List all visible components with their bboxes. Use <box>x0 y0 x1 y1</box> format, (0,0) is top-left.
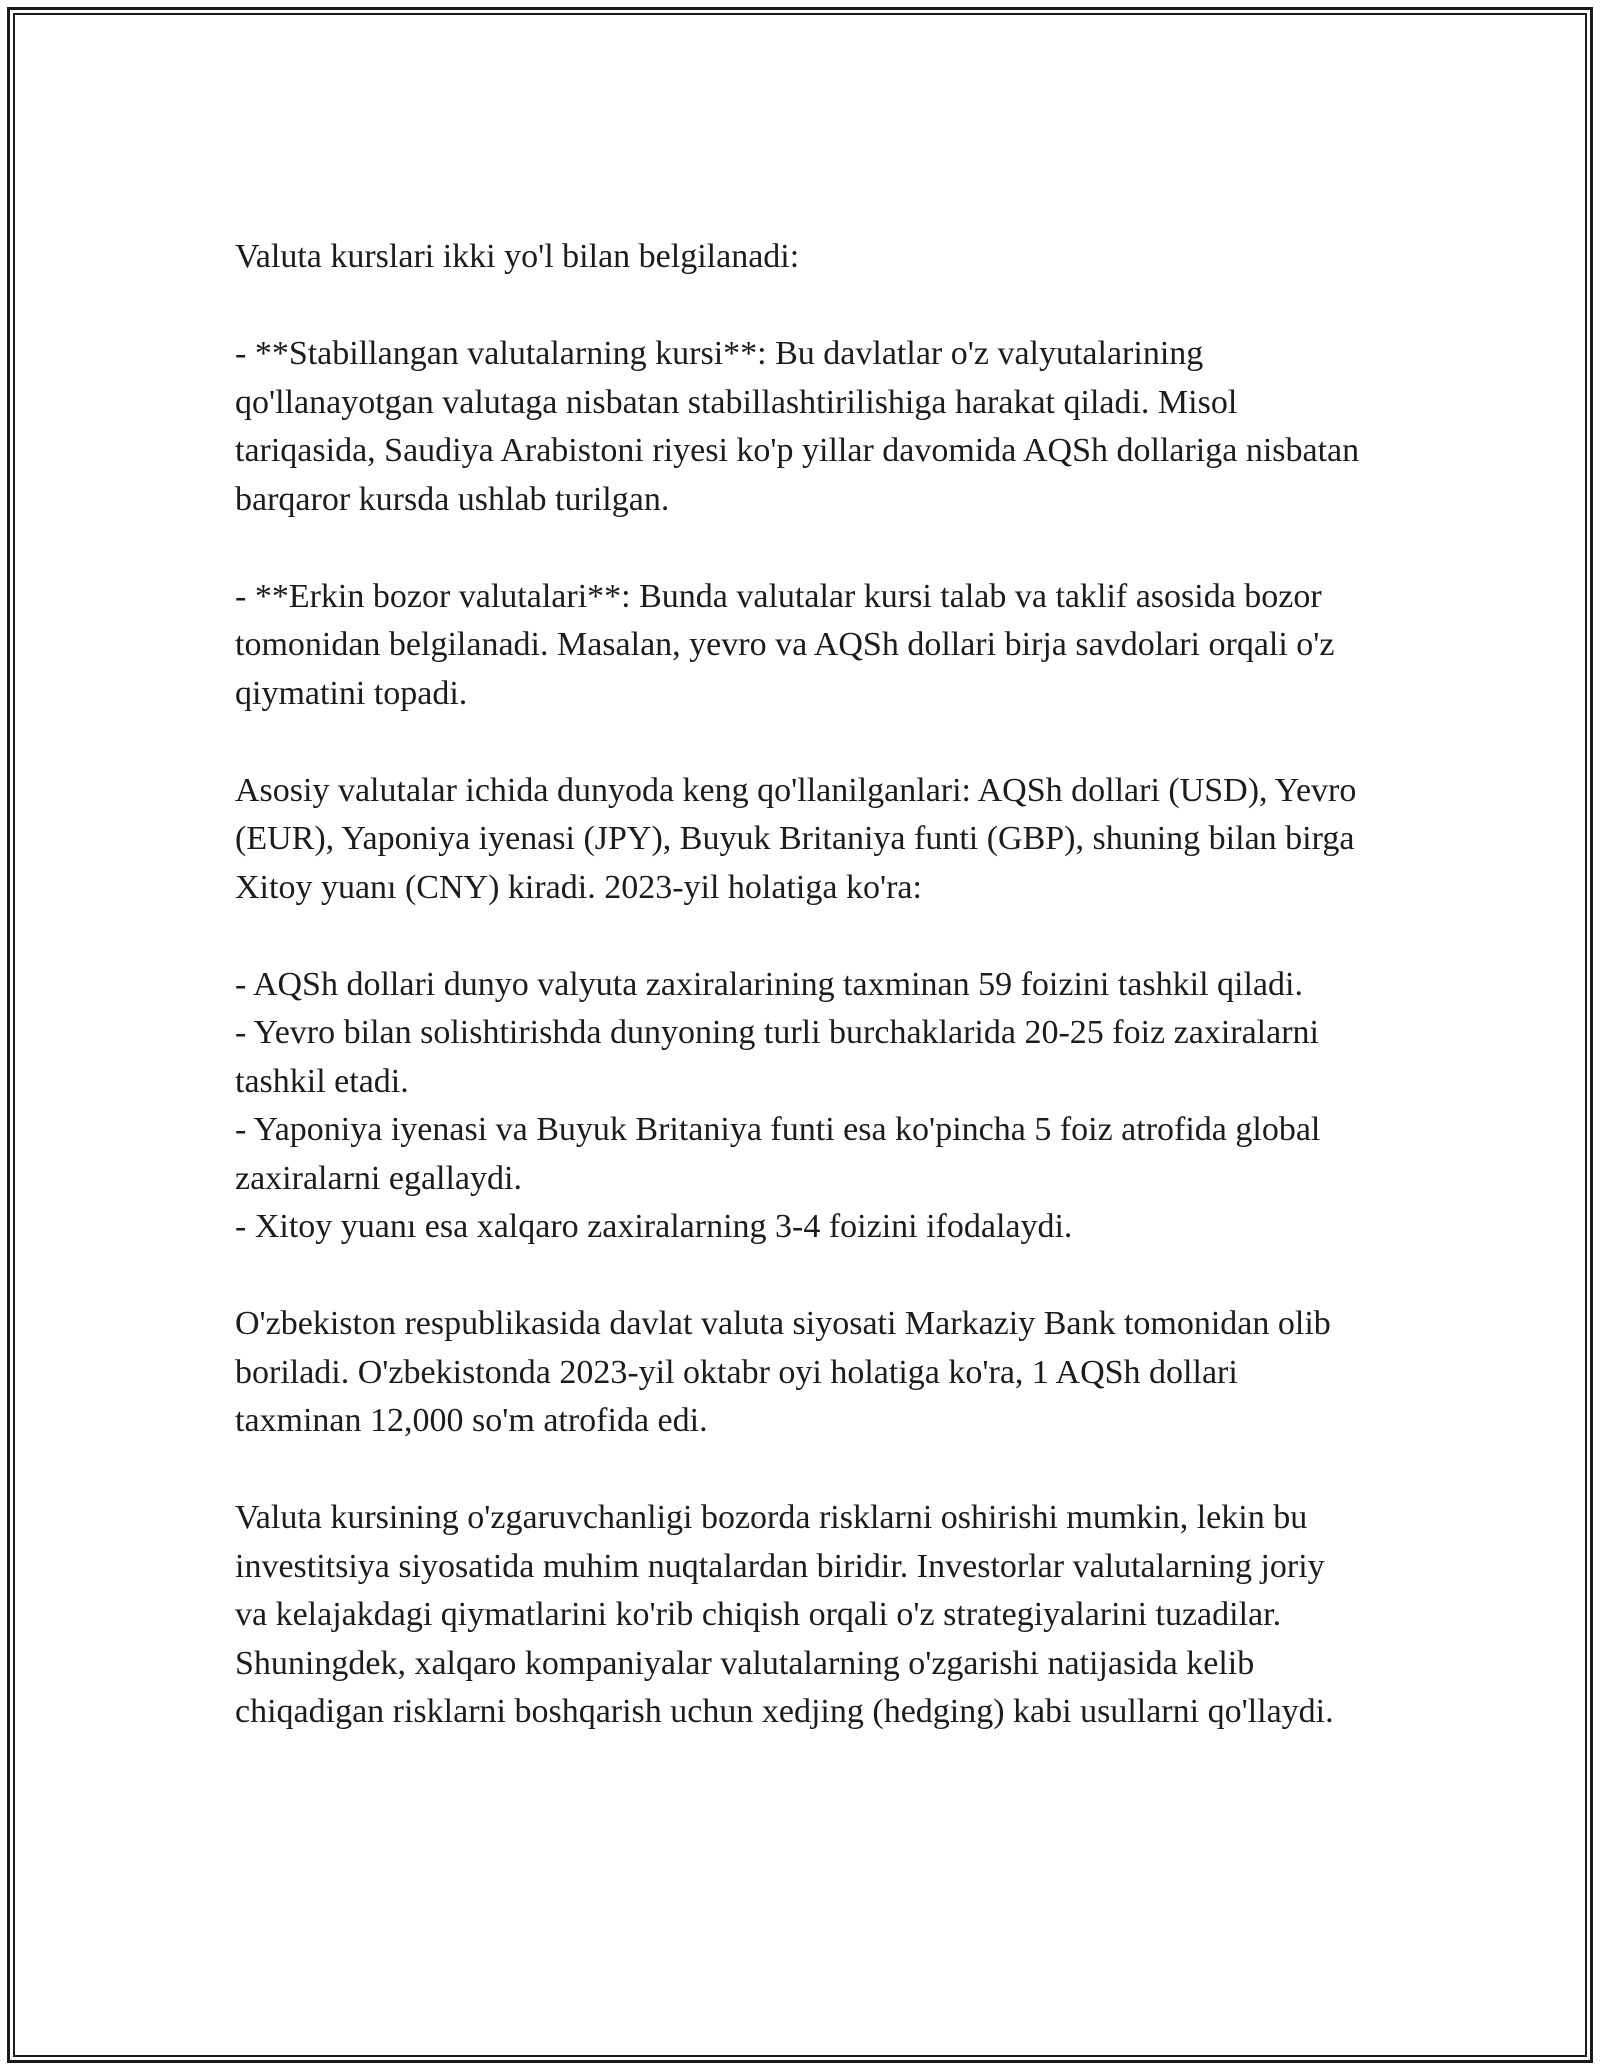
reserve-list-item: - Xitoy yuanı esa xalqaro zaxiralarning 3-4 foizini ifodalaydi. <box>235 1208 1073 1245</box>
reserve-list-item: - Yevro bilan solishtirishda dunyoning turli burchaklarida 20-25 foiz zaxiralarni tashkil etadi. <box>235 1014 1319 1100</box>
major-currencies-paragraph: Asosiy valutalar ichida dunyoda keng qo'llanilganlari: AQSh dollari (USD), Yevro (EUR), Yaponiya iyenasi (JPY), Buyuk Britaniya funti (GBP), shuning bilan birga Xitoy yuanı (CNY) kiradi. 2023-yil holatiga ko'ra: <box>235 771 1357 906</box>
document-body <box>235 233 1365 1737</box>
reserve-list-item: - Yaponiya iyenasi va Buyuk Britaniya funti esa ko'pincha 5 foiz atrofida global zaxiralarni egallaydi. <box>235 1111 1321 1197</box>
paragraph-gap <box>235 282 1365 331</box>
paragraph-gap <box>235 524 1365 573</box>
intro-paragraph: Valuta kurslari ikki yo'l bilan belgilanadi: <box>235 238 800 275</box>
uzbekistan-policy-paragraph: O'zbekiston respublikasida davlat valuta siyosati Markaziy Bank tomonidan olib boriladi. O'zbekistonda 2023-yil oktabr oyi holatiga ko'ra, 1 AQSh dollari taxminan 12,000 so'm atrofida edi. <box>235 1305 1331 1439</box>
reserve-list-item: - AQSh dollari dunyo valyuta zaxiralarining taxminan 59 foizini tashkil qiladi. <box>235 965 1303 1003</box>
volatility-paragraph: Valuta kursining o'zgaruvchanligi bozorda risklarni oshirishi mumkin, lekin bu investitsiya siyosatida muhim nuqtalardan biridir. Investorlar valutalarning joriy va kelajakdagi qiymatlarini ko'rib chiqish orqali o'z strategiyalarini tuzadilar. Shuningdek, xalqaro kompaniyalar valutalarning o'zgarishi natijasida kelib chiqadigan risklarni boshqarish uchun xedjing (hedging) kabi usullarni qo'llaydi. <box>235 1499 1334 1730</box>
stabilized-currency-item: - **Stabillangan valutalarning kursi**: Bu davlatlar o'z valyutalarining qo'llanayotgan valutaga nisbatan stabillashtirilishiga harakat qiladi. Misol tariqasida, Saudiya Arabistoni riyesi ko'p yillar davomida AQSh dollariga nisbatan barqaror kursda ushlab turilgan. <box>235 335 1360 518</box>
paragraph-gap <box>235 1446 1365 1495</box>
paragraph-gap <box>235 912 1365 961</box>
paragraph-gap <box>235 1252 1365 1301</box>
free-market-currency-item: - **Erkin bozor valutalari**: Bunda valutalar kursi talab va taklif asosida bozor tomonidan belgilanadi. Masalan, yevro va AQSh dollari birja savdolari orqali o'z qiymatini topadi. <box>235 577 1335 712</box>
paragraph-gap <box>235 718 1365 767</box>
